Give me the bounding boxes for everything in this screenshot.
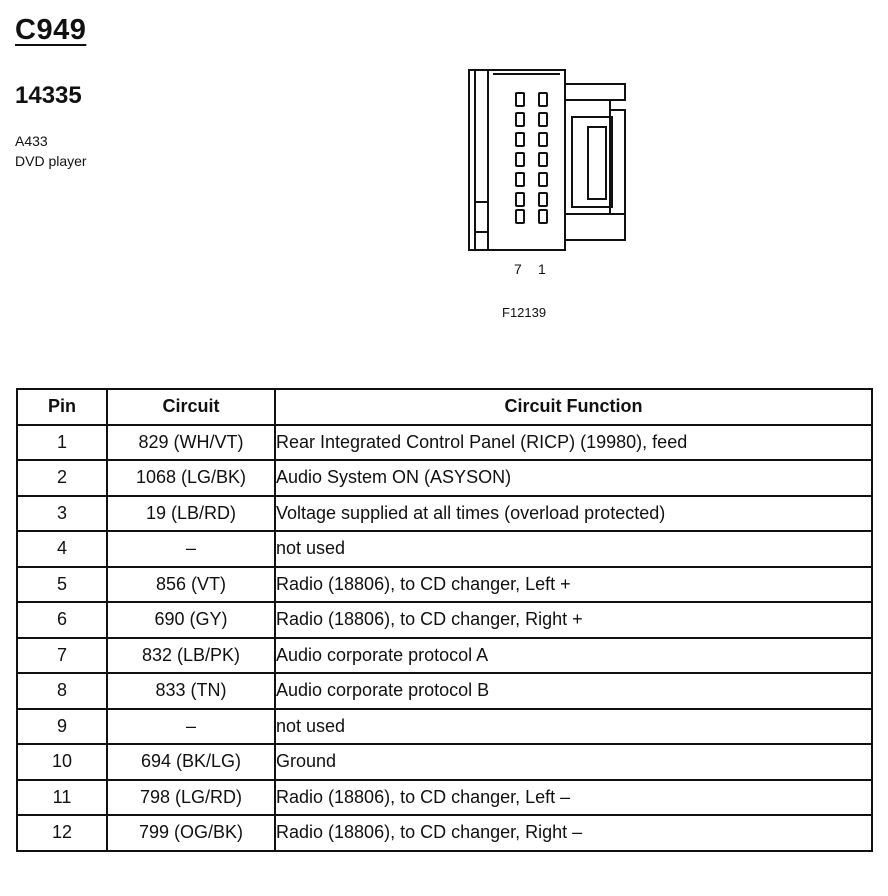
table-row (17, 496, 872, 532)
part-number: 14335 (15, 82, 82, 109)
function-cell: Audio System ON (ASYSON) (275, 460, 872, 496)
function-cell: Radio (18806), to CD changer, Left + (275, 567, 872, 603)
connector-id: C949 (15, 14, 87, 46)
function-cell: Voltage supplied at all times (overload protected) (275, 496, 872, 532)
table-row (17, 460, 872, 496)
header-pin: Pin (17, 389, 107, 425)
table-row (17, 709, 872, 745)
circuit-cell: 832 (LB/PK) (107, 638, 275, 674)
pin-cell: 12 (17, 815, 107, 851)
table-row (17, 425, 872, 461)
circuit-cell: 690 (GY) (107, 602, 275, 638)
function-cell: Audio corporate protocol A (275, 638, 872, 674)
pin-cell: 7 (17, 638, 107, 674)
function-cell: Rear Integrated Control Panel (RICP) (19980), feed (275, 425, 872, 461)
table-row (17, 531, 872, 567)
pin-label-7: 7 (514, 261, 522, 277)
function-cell: Audio corporate protocol B (275, 673, 872, 709)
table-row (17, 567, 872, 603)
pin-cell: 8 (17, 673, 107, 709)
function-cell: Radio (18806), to CD changer, Right – (275, 815, 872, 851)
connector-face-diagram (460, 62, 640, 262)
pin-cell: 3 (17, 496, 107, 532)
pin-cell: 9 (17, 709, 107, 745)
figure-reference: F12139 (502, 305, 547, 320)
function-cell: Radio (18806), to CD changer, Left – (275, 780, 872, 816)
table-row (17, 815, 872, 851)
location-code: A433 (15, 133, 48, 149)
pin-cell: 11 (17, 780, 107, 816)
function-cell: not used (275, 531, 872, 567)
table-row (17, 602, 872, 638)
circuit-cell: 799 (OG/BK) (107, 815, 275, 851)
pin-cell: 10 (17, 744, 107, 780)
pin-label-1: 1 (538, 261, 546, 277)
circuit-cell: 1068 (LG/BK) (107, 460, 275, 496)
circuit-cell: 833 (TN) (107, 673, 275, 709)
table-row (17, 638, 872, 674)
circuit-cell: 798 (LG/RD) (107, 780, 275, 816)
circuit-cell: 829 (WH/VT) (107, 425, 275, 461)
component-name: DVD player (15, 153, 87, 169)
pinout-table (16, 388, 873, 852)
function-cell: Radio (18806), to CD changer, Right + (275, 602, 872, 638)
table-row (17, 744, 872, 780)
pin-cell: 6 (17, 602, 107, 638)
table-row (17, 780, 872, 816)
circuit-cell: – (107, 531, 275, 567)
circuit-cell: 694 (BK/LG) (107, 744, 275, 780)
header-circuit: Circuit (107, 389, 275, 425)
circuit-cell: – (107, 709, 275, 745)
table-header-row (17, 389, 872, 425)
pin-cell: 5 (17, 567, 107, 603)
table-row (17, 673, 872, 709)
circuit-cell: 19 (LB/RD) (107, 496, 275, 532)
function-cell: Ground (275, 744, 872, 780)
function-cell: not used (275, 709, 872, 745)
pin-cell: 1 (17, 425, 107, 461)
header-circuit-function: Circuit Function (275, 389, 872, 425)
circuit-cell: 856 (VT) (107, 567, 275, 603)
pin-cell: 2 (17, 460, 107, 496)
pin-cell: 4 (17, 531, 107, 567)
